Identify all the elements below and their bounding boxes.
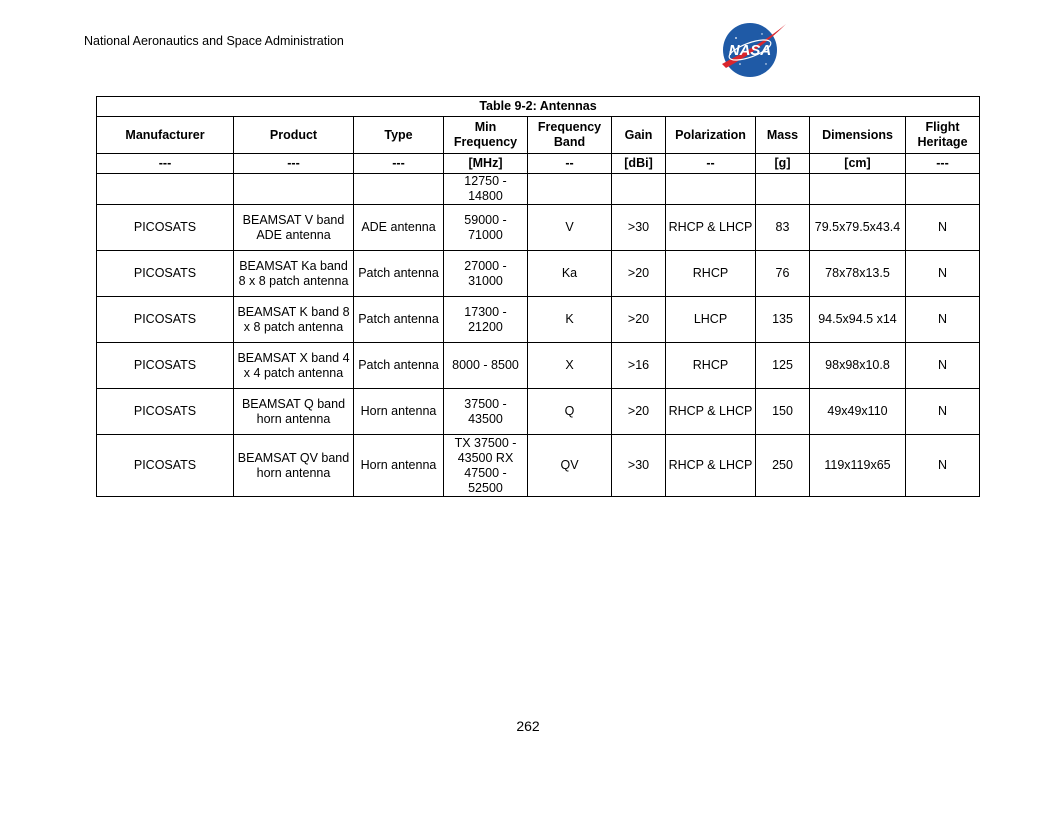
table-row (97, 251, 980, 297)
unit-cell: [g] (756, 154, 810, 174)
table-cell: BEAMSAT V band ADE antenna (234, 205, 354, 251)
page-number: 262 (516, 718, 540, 734)
unit-cell: --- (234, 154, 354, 174)
table-cell: 27000 - 31000 (444, 251, 528, 297)
table-cell: RHCP & LHCP (666, 389, 756, 435)
unit-cell: [dBi] (612, 154, 666, 174)
table-cell: 17300 - 21200 (444, 297, 528, 343)
unit-cell: --- (97, 154, 234, 174)
table-cell (354, 174, 444, 205)
unit-cell: --- (906, 154, 980, 174)
table-cell: RHCP (666, 251, 756, 297)
table-cell: Horn antenna (354, 389, 444, 435)
table-cell: BEAMSAT K band 8 x 8 patch antenna (234, 297, 354, 343)
column-header: Type (354, 117, 444, 154)
column-header: Dimensions (810, 117, 906, 154)
table-cell: Horn antenna (354, 435, 444, 497)
table-cell: 135 (756, 297, 810, 343)
nasa-logo (718, 20, 788, 80)
table-cell: PICOSATS (97, 389, 234, 435)
table-cell: 83 (756, 205, 810, 251)
table-row (97, 205, 980, 251)
unit-cell: --- (354, 154, 444, 174)
unit-cell: [MHz] (444, 154, 528, 174)
table-cell: RHCP (666, 343, 756, 389)
antennas-table-container (96, 96, 979, 497)
table-cell: BEAMSAT Q band horn antenna (234, 389, 354, 435)
table-cell: 79.5x79.5x43.4 (810, 205, 906, 251)
table-cell: N (906, 343, 980, 389)
table-cell: N (906, 389, 980, 435)
table-cell (906, 174, 980, 205)
table-cell (810, 174, 906, 205)
table-cell: 94.5x94.5 x14 (810, 297, 906, 343)
table-cell: N (906, 251, 980, 297)
logo-text: NASA (728, 42, 772, 59)
table-row (97, 389, 980, 435)
table-cell: PICOSATS (97, 343, 234, 389)
table-cell: Q (528, 389, 612, 435)
table-cell (97, 174, 234, 205)
table-cell: 37500 - 43500 (444, 389, 528, 435)
column-header: Gain (612, 117, 666, 154)
table-cell: PICOSATS (97, 435, 234, 497)
nasa-meatball-icon (718, 20, 788, 80)
table-cell: Patch antenna (354, 297, 444, 343)
table-cell: N (906, 297, 980, 343)
table-cell: 8000 - 8500 (444, 343, 528, 389)
table-cell: >20 (612, 251, 666, 297)
table-cell: BEAMSAT QV band horn antenna (234, 435, 354, 497)
table-cell: QV (528, 435, 612, 497)
table-cell: 59000 - 71000 (444, 205, 528, 251)
table-cell: 150 (756, 389, 810, 435)
column-header: Frequency Band (528, 117, 612, 154)
table-cell: 49x49x110 (810, 389, 906, 435)
table-cell: PICOSATS (97, 205, 234, 251)
table-cell: PICOSATS (97, 297, 234, 343)
table-cell (756, 174, 810, 205)
header-row (97, 117, 980, 154)
table-caption: Table 9-2: Antennas (97, 97, 980, 117)
table-row (97, 174, 980, 205)
column-header: Manufacturer (97, 117, 234, 154)
table-cell: V (528, 205, 612, 251)
table-cell: TX 37500 - 43500 RX 47500 - 52500 (444, 435, 528, 497)
table-cell (612, 174, 666, 205)
table-cell: N (906, 435, 980, 497)
column-header: Polarization (666, 117, 756, 154)
table-cell: 250 (756, 435, 810, 497)
table-row (97, 435, 980, 497)
table-cell: >30 (612, 435, 666, 497)
table-row (97, 297, 980, 343)
table-cell: RHCP & LHCP (666, 205, 756, 251)
table-cell (234, 174, 354, 205)
table-cell: >30 (612, 205, 666, 251)
units-row (97, 154, 980, 174)
table-cell: >20 (612, 297, 666, 343)
table-cell: ADE antenna (354, 205, 444, 251)
table-cell: 76 (756, 251, 810, 297)
table-cell: Ka (528, 251, 612, 297)
table-cell: 78x78x13.5 (810, 251, 906, 297)
table-cell: 119x119x65 (810, 435, 906, 497)
table-cell: Patch antenna (354, 251, 444, 297)
antennas-table (96, 96, 980, 497)
column-header: Mass (756, 117, 810, 154)
table-cell: BEAMSAT Ka band 8 x 8 patch antenna (234, 251, 354, 297)
table-cell: Patch antenna (354, 343, 444, 389)
unit-cell: [cm] (810, 154, 906, 174)
table-cell: X (528, 343, 612, 389)
organization-name: National Aeronautics and Space Administration (84, 34, 344, 48)
table-cell (666, 174, 756, 205)
table-cell: K (528, 297, 612, 343)
table-cell: RHCP & LHCP (666, 435, 756, 497)
table-cell: >16 (612, 343, 666, 389)
unit-cell: -- (666, 154, 756, 174)
unit-cell: -- (528, 154, 612, 174)
column-header: Min Frequency (444, 117, 528, 154)
column-header: Flight Heritage (906, 117, 980, 154)
table-cell: >20 (612, 389, 666, 435)
table-cell (528, 174, 612, 205)
table-cell: PICOSATS (97, 251, 234, 297)
table-cell: 12750 - 14800 (444, 174, 528, 205)
column-header: Product (234, 117, 354, 154)
table-cell: 125 (756, 343, 810, 389)
table-cell: BEAMSAT X band 4 x 4 patch antenna (234, 343, 354, 389)
table-cell: LHCP (666, 297, 756, 343)
table-cell: N (906, 205, 980, 251)
table-row (97, 343, 980, 389)
table-cell: 98x98x10.8 (810, 343, 906, 389)
